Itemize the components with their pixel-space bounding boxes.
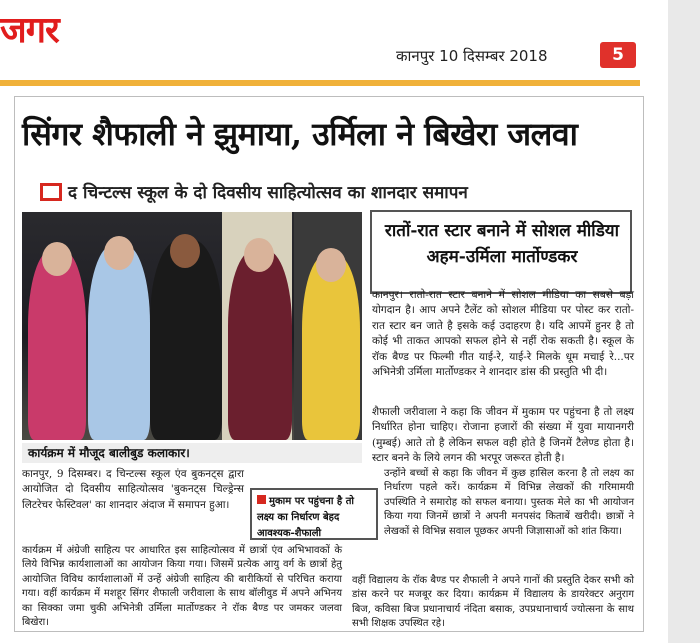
- square-bullet-icon: [257, 495, 266, 504]
- sidebar-title: रातों-रात स्टार बनाने में सोशल मीडिया अहम-उर्मिला मार्तोण्डकर: [384, 221, 620, 267]
- person-head: [42, 242, 72, 276]
- right-column-para-1: शैफाली जरीवाला ने कहा कि जीवन में मुकाम पर पहुंचना है तो लक्ष्य निर्धारित होना चाहिए। रोजाना हजारों की संख्या में युवा मायानगरी (मुम्बई) आते तो है लेकिन सफल वही होते है जिनमें टैलेण्ड होता है। स्टार बनने के लिये लगन की भरपूर जरूरत होती है।: [372, 406, 634, 465]
- person-head: [316, 248, 346, 282]
- left-column-para-2: कार्यक्रम में अंग्रेजी साहित्य पर आधारित इस साहित्योत्सव में छात्रों एंव अभिभावकों के लिये विभिन्न कार्यशालाओं का आयोजन किया गया। जिसमें प्रत्येक आयु वर्ग के छात्रों हेतु आयोजित विविध कार्यशालाओं में उन्हें अंग्रेजी साहित्य की बारीकियों से परिचित कराया गया। वहीं कार्यक्रम में मशहूर सिंगर शैफाली जरीवाला के साथ बॉलीवुड में अपने अभिनय का सिक्का जमा चुकी अभिनेत्री उर्मिला मार्तोण्डकर ने रॉक बैण्ड पर जमकर जलवा बिखेरा।: [22, 545, 342, 629]
- person-figure: [228, 250, 292, 440]
- sidebar-text: कानपुर। रातो-रात स्टार बनाने में सोशल मीडिया का सबसे बड़ा योगदान है। आप अपने टैलेंट को सोशल मीडिया पर पोस्ट कर रातो-रात स्टार बन जाते है इसके कई उदाहरण है। यदि आपमें हुनर है तो कोई भी ताकत आपको सफल होने से नहीं रोक सकती है। स्कूल के रॉक बैण्ड पर फिल्मी गीत याई-रे, याई-रे मिलके धूम मचाई रे...पर अभिनेत्री उर्मिला मार्तोण्डकर ने शानदार डांस की प्रस्तुति भी दी।: [372, 289, 634, 379]
- pull-quote: [250, 488, 378, 540]
- person-figure: [302, 255, 360, 440]
- article-headline: सिंगर शैफाली ने झुमाया, उर्मिला ने बिखेरा जलवा: [22, 115, 578, 153]
- right-column-para-2: उन्होंने बच्चों से कहा कि जीवन में कुछ हासिल करना है तो लक्ष्य का निर्धारण पहले करें। कार्यक्रम में विभिन्न लेखकों की गरिमामयी उपस्थिति ने समारोह को सफल बनाया। पुस्तक मेले का भी आयोजन किया गया जिनमें छात्रों ने अपनी मनपसंद किताबें खरीदी। छात्रों ने लेखकों से विभिन्न सवाल पूछकर अपनी जिज्ञासाओं को शांत किया।: [384, 468, 634, 537]
- person-head: [170, 234, 200, 268]
- page-number-badge: 5: [600, 42, 636, 68]
- photo-caption: कार्यक्रम में मौजूद बालीबुड कलाकार।: [22, 443, 362, 463]
- newspaper-title: जगर: [0, 9, 59, 51]
- person-figure: [28, 250, 86, 440]
- masthead: [0, 0, 700, 78]
- edition-date: कानपुर 10 दिसम्बर 2018: [396, 47, 548, 65]
- right-column-para-3: वहीं विद्यालय के रॉक बैण्ड पर शैफाली ने अपने गानों की प्रस्तुति देकर सभी को डांस करने पर मजबूर कर दिया। कार्यक्रम में विद्यालय के डायरेक्टर अनुराग बिज, कविसा बिज प्रधानाचार्य नंदिता बसाक, उपप्रधानाचार्य ज्योत्सना के साथ सभी शिक्षक उपस्थित रहे।: [352, 575, 634, 630]
- square-bullet-icon: [40, 183, 62, 201]
- left-column-para-1: कानपुर, 9 दिसम्बर। द चिन्टल्स स्कूल एंव बुकनट्स द्वारा आयोजित दो दिवसीय साहित्योत्सव 'बुकनट्स चिल्ड्रेन्स लिटरेचर फेस्टिवल' का शानदार अंदाज में समापन हुआ।: [22, 468, 244, 511]
- article-subheadline: [40, 180, 468, 203]
- pull-quote-text: मुकाम पर पहुंचना है तो लक्ष्य का निर्धारण बेहद आवश्यक-शैफाली: [257, 496, 355, 539]
- person-head: [104, 236, 134, 270]
- page-gutter: [668, 0, 700, 643]
- masthead-divider: [0, 80, 640, 86]
- subheadline-text: द चिन्टल्स स्कूल के दो दिवसीय साहित्योत्सव का शानदार समापन: [68, 183, 468, 203]
- person-figure: [88, 245, 150, 440]
- article-photo: [22, 212, 362, 440]
- person-head: [244, 238, 274, 272]
- person-figure: [150, 240, 222, 440]
